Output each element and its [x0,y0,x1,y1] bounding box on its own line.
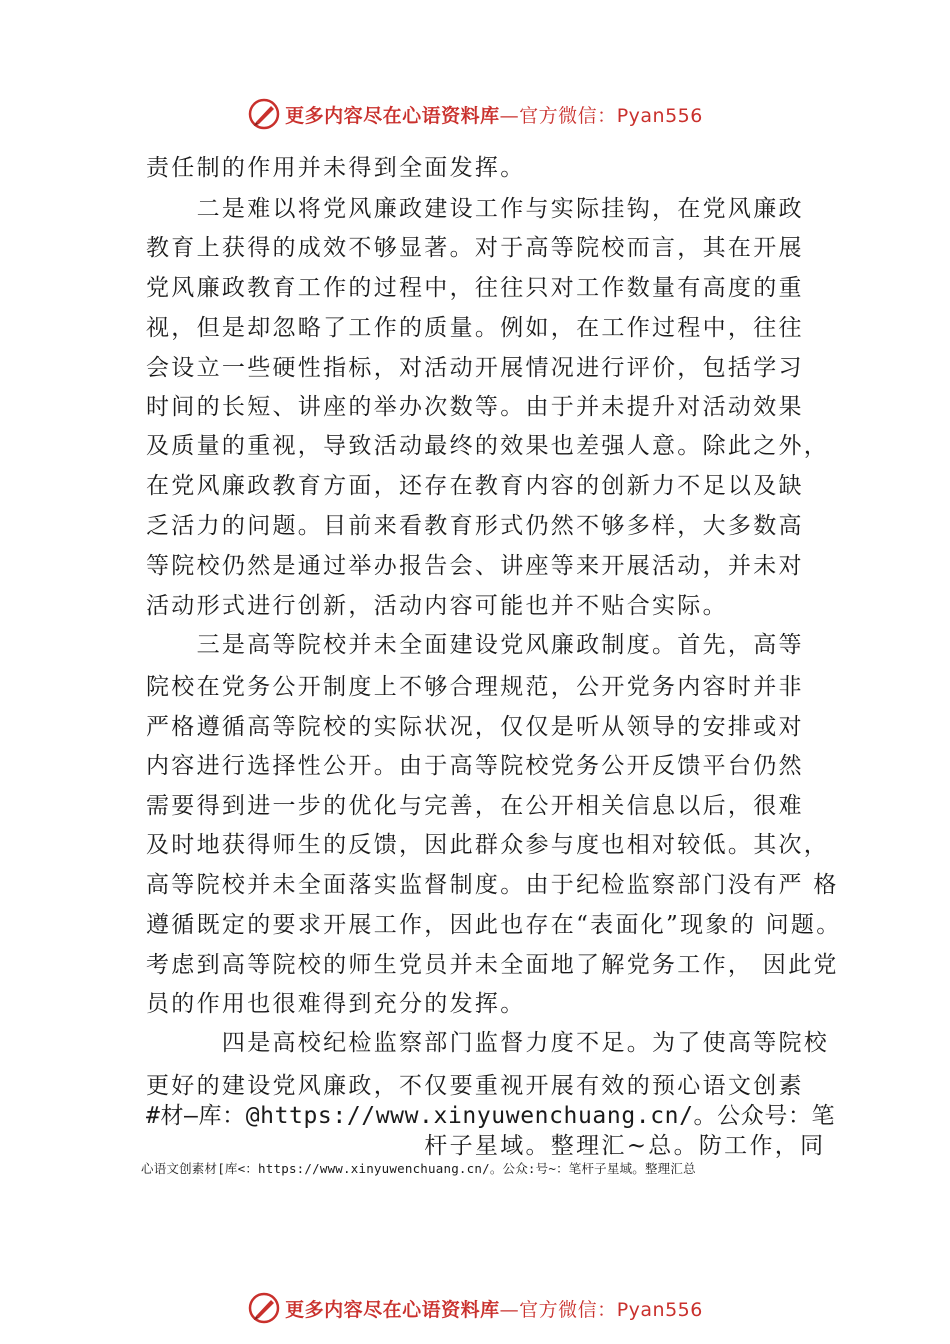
pen-logo-icon [247,97,281,131]
text-line: 员的作用也很难得到充分的发挥。 [146,991,526,1017]
banner-separator: —官方微信： [499,104,617,127]
pen-logo-icon [247,1291,281,1325]
text-line: 考虑到高等院校的师生党员并未全面地了解党务工作， 因此党 [146,952,839,978]
banner-text [285,1295,703,1322]
text-line: 院校在党务公开制度上不够合理规范，公开党务内容时并非 [146,674,804,700]
text-line: 责任制的作用并未得到全面发挥。 [146,155,526,181]
text-line: 党风廉政教育工作的过程中，往往只对工作数量有高度的重 [146,275,804,301]
banner-text [285,101,703,128]
text-line: 严格遵循高等院校的实际状况，仅仅是听从领导的安排或对 [146,714,804,740]
text-line: 遵循既定的要求开展工作，因此也存在“表面化”现象的 问题。 [146,912,842,938]
text-line: 及时地获得师生的反馈，因此群众参与度也相对较低。其次， [146,832,830,858]
footer-watermark-note: 心语文创素材[库<：https://www.xinyuwenchuang.cn/。公众:号~：笔杆子星域。整理汇总 [141,1161,696,1176]
text-line: 等院校仍然是通过举办报告会、讲座等来开展活动，并未对 [146,553,804,579]
footer-banner [0,1288,950,1328]
text-line: 四是高校纪检监察部门监督力度不足。为了使高等院校 [146,1030,830,1056]
text-line: 杆子星域。整理汇~总。防工作，同 [146,1133,826,1159]
text-line: 及质量的重视，导致活动最终的效果也差强人意。除此之外， [146,433,830,459]
text-line: 二是难以将党风廉政建设工作与实际挂钩，在党风廉政 [146,196,804,222]
banner-wechat-id: Pyan556 [616,1298,703,1321]
text-line: 更好的建设党风廉政，不仅要重视开展有效的预心语文创素 [146,1073,804,1099]
text-line: 教育上获得的成效不够显著。对于高等院校而言，其在开展 [146,235,804,261]
text-line: 在党风廉政教育方面，还存在教育内容的创新力不足以及缺 [146,473,804,499]
text-line: 需要得到进一步的优化与完善，在公开相关信息以后，很难 [146,793,804,819]
banner-separator: —官方微信： [499,1298,617,1321]
text-line: 三是高等院校并未全面建设党风廉政制度。首先，高等 [146,632,804,658]
text-line: 乏活力的问题。目前来看教育形式仍然不够多样，大多数高 [146,513,804,539]
text-line: 活动形式进行创新，活动内容可能也并不贴合实际。 [146,593,728,619]
text-line: 内容进行选择性公开。由于高等院校党务公开反馈平台仍然 [146,753,804,779]
banner-title: 更多内容尽在心语资料库 [285,1298,500,1321]
text-line: 会设立一些硬性指标，对活动开展情况进行评价，包括学习 [146,355,804,381]
banner-wechat-id: Pyan556 [616,104,703,127]
text-line: 高等院校并未全面落实监督制度。由于纪检监察部门没有严 格 [146,872,839,898]
text-line: #材—库：@https://www.xinyuwenchuang.cn/。公众号：笔 [146,1103,836,1129]
banner-title: 更多内容尽在心语资料库 [285,104,500,127]
text-line: 时间的长短、讲座的举办次数等。由于并未提升对活动效果 [146,394,804,420]
text-line: 视，但是却忽略了工作的质量。例如，在工作过程中，往往 [146,315,804,341]
header-banner [0,94,950,134]
